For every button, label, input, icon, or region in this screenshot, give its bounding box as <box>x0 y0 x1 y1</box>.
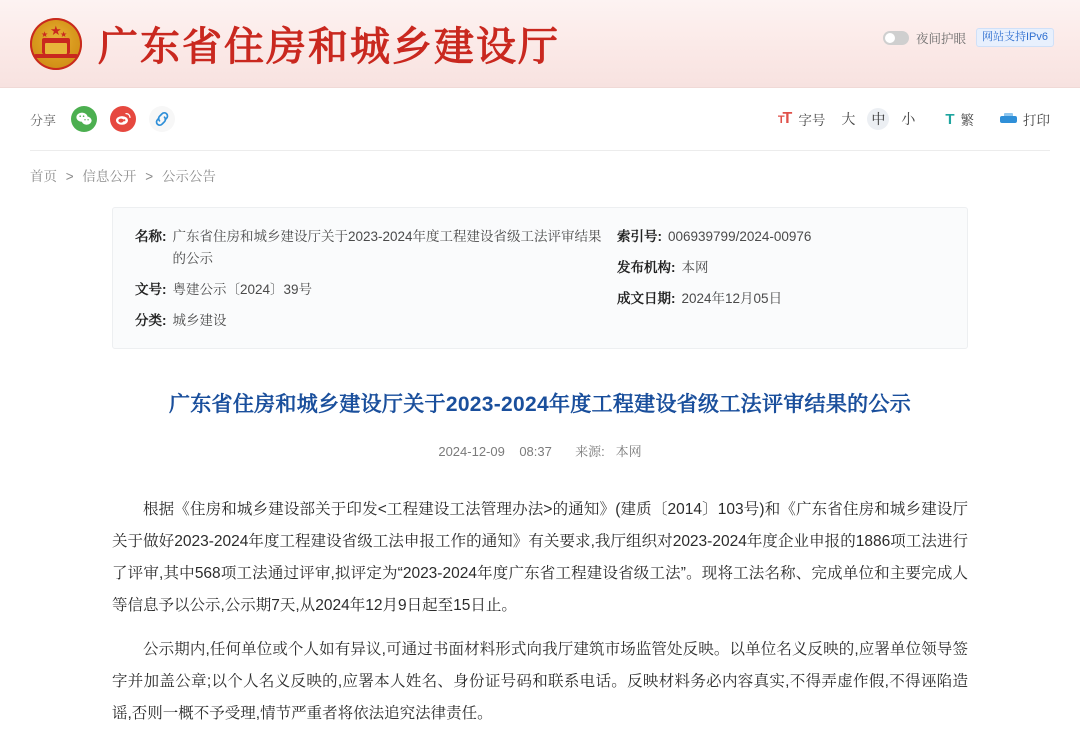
traditional-icon: T <box>945 110 955 128</box>
info-key: 成文日期: <box>617 291 676 306</box>
fontsize-icon: TT <box>777 110 791 127</box>
info-column-right <box>607 226 945 332</box>
article-paragraph: 公示期内,任何单位或个人如有异议,可通过书面材料形式向我厅建筑市场监管处反映。以单位名义反映的,应署单位领导签字并加盖公章;以个人名义反映的,应署本人姓名、身份证号码和联系电话。反映材料务必内容真实,不得弄虚作假,不得诬陷造谣,否则一概不予受理,情节严重者将依法追究法律责任。 <box>112 641 968 722</box>
breadcrumb-item-announcement[interactable]: 公示公告 <box>161 169 216 184</box>
info-row-issue-date <box>617 288 945 310</box>
breadcrumb-separator: > <box>145 169 154 184</box>
copy-link-icon[interactable] <box>149 106 175 132</box>
info-row-category <box>135 310 607 332</box>
ipv6-badge: 网站支持IPv6 <box>976 28 1054 47</box>
print-button[interactable] <box>1000 109 1050 129</box>
info-value: 粤建公示〔2024〕39号 <box>172 282 313 297</box>
fontsize-option-small[interactable]: 小 <box>901 111 916 127</box>
breadcrumb <box>0 151 1080 185</box>
info-column-left <box>135 226 607 332</box>
breadcrumb-item-home[interactable]: 首页 <box>30 169 57 184</box>
source-value: 本网 <box>615 444 642 459</box>
night-mode-toggle[interactable] <box>883 29 966 47</box>
breadcrumb-item-disclosure[interactable]: 信息公开 <box>82 169 137 184</box>
fontsize-option-large[interactable]: 大 <box>841 111 856 127</box>
fontsize-option-medium[interactable]: 中 <box>867 108 889 130</box>
page-title: 广东省住房和城乡建设厅关于2023-2024年度工程建设省级工法评审结果的公示 <box>168 393 912 416</box>
print-label: 打印 <box>1023 113 1050 128</box>
content-wrapper <box>0 207 1080 730</box>
info-key: 分类: <box>135 313 167 328</box>
night-mode-label: 夜间护眼 <box>915 31 966 46</box>
article-paragraph: 根据《住房和城乡建设部关于印发<工程建设工法管理办法>的通知》(建质〔2014〕103号)和《广东省住房和城乡建设厅关于做好2023-2024年度工程建设省级工法申报工作的通知》有关要求,我厅组织对2023-2024年度企业申报的1886项工法进行了评审,其中568项工法通过评审,拟评定为“2023-2024年度广东省工程建设省级工法”。现将工法名称、完成单位和主要完成人等信息予以公示,公示期7天,从2024年12月9日起至15日止。 <box>112 501 968 614</box>
page-toolbar <box>0 88 1080 150</box>
info-row-name <box>135 226 607 270</box>
weibo-share-icon[interactable] <box>110 106 136 132</box>
info-value: 本网 <box>681 260 709 275</box>
breadcrumb-separator: > <box>65 169 74 184</box>
toggle-switch[interactable] <box>883 31 909 45</box>
publish-time: 08:37 <box>519 444 552 459</box>
share-label: 分享 <box>30 112 57 128</box>
site-title: 广东省住房和城乡建设厅 <box>98 24 560 69</box>
source-label: 来源: <box>575 444 605 459</box>
national-emblem-icon: ★ ★ ★ <box>28 16 84 72</box>
fontsize-group <box>778 108 920 130</box>
info-value: 城乡建设 <box>172 313 227 328</box>
wechat-share-icon[interactable] <box>71 106 97 132</box>
info-row-document-number <box>135 279 607 301</box>
publish-date: 2024-12-09 <box>438 444 505 459</box>
document-info-card <box>112 207 968 349</box>
share-group <box>30 106 175 132</box>
fontsize-label: 字号 <box>798 113 826 128</box>
info-row-index-number <box>617 226 945 248</box>
traditional-label: 繁 <box>960 113 974 128</box>
info-key: 索引号: <box>617 229 662 244</box>
article-body <box>112 494 968 730</box>
info-key: 文号: <box>135 282 167 297</box>
traditional-chinese-button[interactable] <box>945 109 974 129</box>
toolbar-right <box>778 88 1050 150</box>
info-value: 006939799/2024-00976 <box>668 229 812 244</box>
info-key: 发布机构: <box>617 260 676 275</box>
info-value: 2024年12月05日 <box>681 291 783 306</box>
site-header <box>0 0 1080 88</box>
header-utilities <box>883 28 1054 47</box>
article-meta <box>112 441 968 460</box>
info-value: 广东省住房和城乡建设厅关于2023-2024年度工程建设省级工法评审结果的公示 <box>172 229 602 266</box>
info-row-publisher <box>617 257 945 279</box>
printer-icon <box>1000 113 1017 125</box>
info-key: 名称: <box>135 229 167 244</box>
